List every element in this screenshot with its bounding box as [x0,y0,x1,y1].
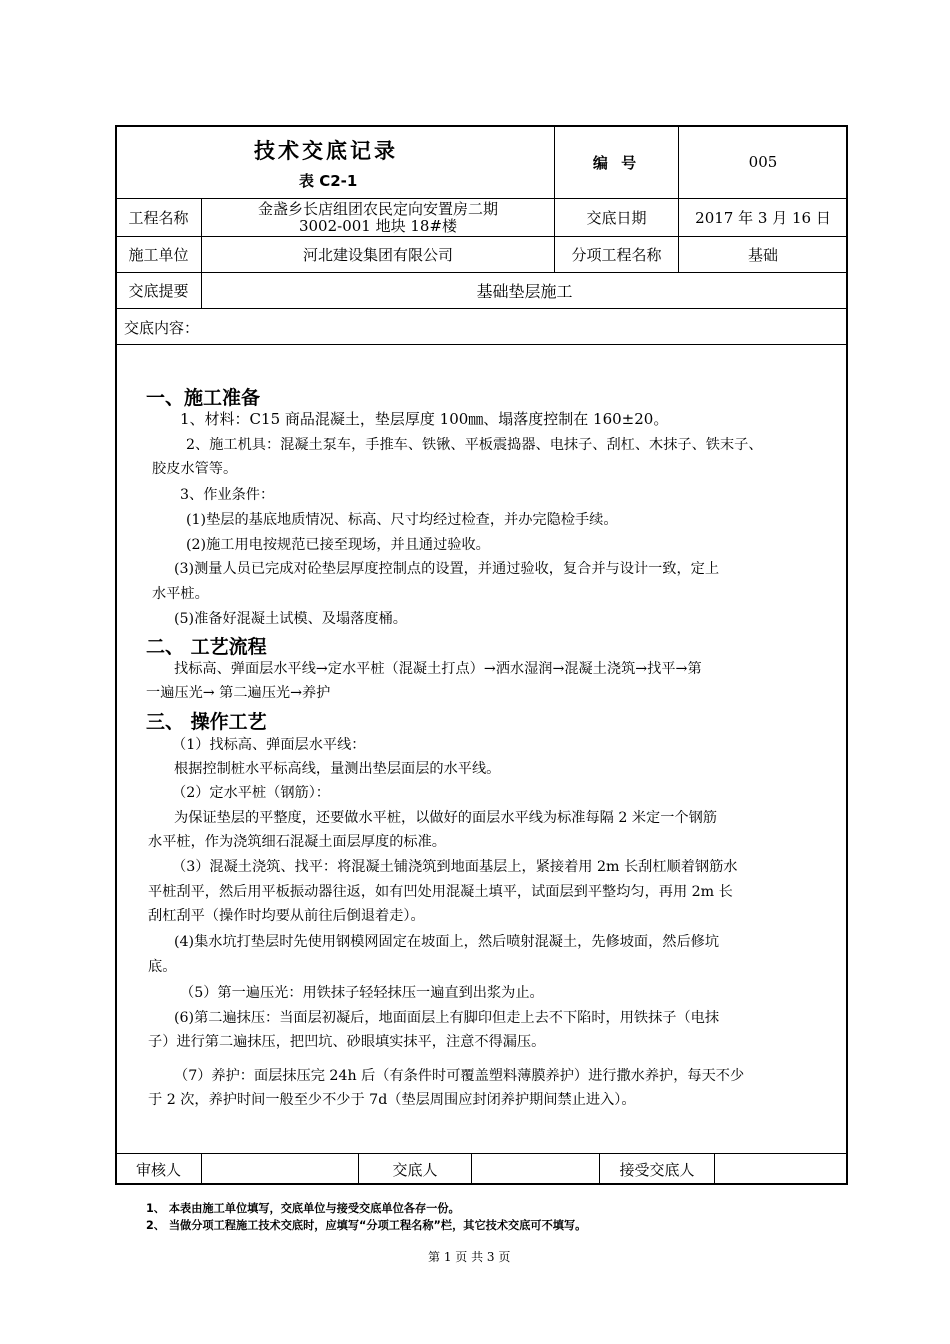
page-number: 第 1 页 共 3 页 [428,1250,511,1264]
row-divider [115,1153,848,1154]
section-heading: 三、 操作工艺 [146,711,267,733]
form-subtitle: 表 C2-1 [299,172,358,190]
paragraph: 2、施工机具：混凝土泵车，手推车、铁锹、平板震捣器、电抹子、刮杠、木抹子、铁末子、 [186,437,763,453]
summary-label: 交底提要 [128,282,189,300]
number-value: 005 [748,153,778,171]
col-divider [714,1153,715,1185]
paragraph: 水平桩，作为浇筑细石混凝土面层厚度的标准。 [148,834,446,850]
project-label: 工程名称 [128,209,189,227]
reviewer-label: 审核人 [135,1160,181,1179]
paragraph: 底。 [148,959,177,975]
form-title: 技术交底记录 [254,139,398,163]
paragraph: 找标高、弹面层水平线→定水平桩（混凝土打点）→洒水湿润→混凝土浇筑→找平→第 [174,661,702,677]
subproject-label: 分项工程名称 [571,246,662,264]
col-divider [471,1153,472,1185]
date-label: 交底日期 [586,209,647,227]
content-label: 交底内容： [124,319,200,337]
paragraph: 于 2 次，养护时间一般至少不少于 7d（垫层周围应封闭养护期间禁止进入）。 [148,1092,636,1108]
paragraph: （3）混凝土浇筑、找平：将混凝土铺浇筑到地面基层上，紧接着用 2m 长刮杠顺着钢筋水 [172,859,738,875]
col-divider [201,1153,202,1185]
paragraph: 胶皮水管等。 [152,461,238,477]
number-label: 编 号 [592,153,641,172]
subproject-value: 基础 [747,246,778,264]
summary-value: 基础垫层施工 [476,282,573,301]
paragraph: (4)集水坑打垫层时先使用钢模网固定在坡面上，然后喷射混凝土，先修坡面，然后修坑 [174,934,720,950]
receiver-label: 接受交底人 [619,1160,695,1179]
row-divider [115,344,848,345]
date-value: 2017 年 3 月 16 日 [695,209,831,227]
paragraph: 子）进行第二遍抹压，把凹坑、砂眼填实抹平，注意不得漏压。 [148,1034,546,1050]
discloser-label: 交底人 [392,1160,438,1179]
paragraph: (6)第二遍抹压：当面层初凝后，地面面层上有脚印但走上去不下陷时，用铁抹子（电抹 [174,1010,720,1026]
paragraph: （2）定水平桩（钢筋）： [172,785,330,801]
project-name-line1: 金盏乡长店组团农民定向安置房二期 [257,199,498,218]
paragraph: 刮杠刮平（操作时均要从前往后倒退着走）。 [148,908,425,924]
paragraph: 水平桩。 [152,586,209,602]
paragraph: (1)垫层的基底地质情况、标高、尺寸均经过检查，并办完隐检手续。 [186,512,618,528]
paragraph: 3、作业条件： [180,487,275,503]
project-name [202,199,554,236]
paragraph: 一遍压光→ 第二遍压光→养护 [146,685,331,701]
section-heading: 二、 工艺流程 [146,636,267,658]
note-2: 2、 当做分项工程施工技术交底时，应填写“分项工程名称”栏，其它技术交底可不填写。 [146,1219,587,1232]
paragraph: 1、材料：C15 商品混凝土，垫层厚度 100㎜、塌落度控制在 160±20。 [180,410,669,428]
row-divider [115,308,848,309]
paragraph: 平桩刮平，然后用平板振动器往返，如有凹处用混凝土填平，试面层到平整均匀，再用 2m 长 [148,884,733,900]
paragraph: 根据控制桩水平标高线，量测出垫层面层的水平线。 [174,761,501,777]
paragraph: （1）找标高、弹面层水平线： [172,737,366,753]
paragraph: (3)测量人员已完成对砼垫层厚度控制点的设置，并通过验收，复合并与设计一致，定上 [174,561,720,577]
paragraph: (5)准备好混凝土试模、及塌落度桶。 [174,611,407,627]
section-heading: 一、施工准备 [146,387,261,409]
project-name-line2: 3002-001 地块 18#楼 [298,216,458,235]
paragraph: (2)施工用电按规范已接至现场，并且通过验收。 [186,537,490,553]
paragraph: 为保证垫层的平整度，还要做水平桩，以做好的面层水平线为标准每隔 2 米定一个钢筋 [174,810,717,826]
unit-label: 施工单位 [128,246,189,264]
note-1: 1、 本表由施工单位填写，交底单位与接受交底单位各存一份。 [146,1202,460,1215]
paragraph: （7）养护：面层抹压完 24h 后（有条件时可覆盖塑料薄膜养护）进行撒水养护，每天不少 [174,1068,745,1084]
paragraph: （5）第一遍压光：用铁抹子轻轻抹压一遍直到出浆为止。 [180,985,544,1001]
unit-value: 河北建设集团有限公司 [302,246,453,264]
